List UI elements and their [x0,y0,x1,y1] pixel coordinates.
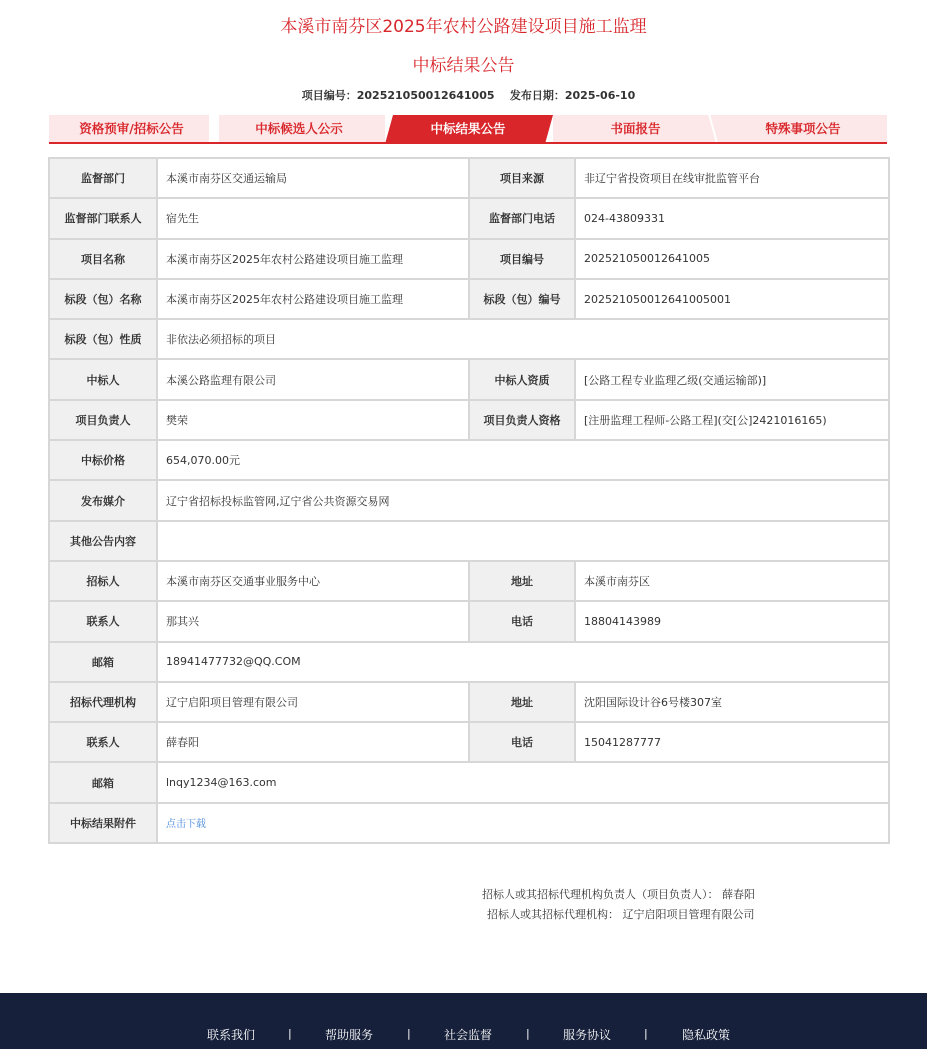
table-row [49,521,889,561]
section-nature-value: 非依法必须招标的项目 [157,319,889,359]
project-no-value: 202521050012641005 [356,89,495,102]
pm-label: 项目负责人 [49,400,157,440]
attachment-label: 中标结果附件 [49,803,157,843]
publish-date-value: 2025-06-10 [564,89,636,102]
tenderer-address-value: 本溪市南芬区 [575,561,889,601]
footer-separator: | [288,1027,292,1040]
supervisor-dept-value: 本溪市南芬区交通运输局 [157,158,469,198]
footer-link-contact-us[interactable]: 联系我们 [207,1028,256,1042]
agency-address-label: 地址 [469,682,575,722]
tenderer-address-label: 地址 [469,561,575,601]
footer-separator: | [644,1027,648,1040]
supervisor-phone-label: 监督部门电话 [469,198,575,238]
notice-tabs [49,115,887,144]
agency-address-value: 沈阳国际设计谷6号楼307室 [575,682,889,722]
agency-value: 辽宁启阳项目管理有限公司 [157,682,469,722]
project-name-label: 项目名称 [49,239,157,279]
table-row [49,279,889,319]
signature-responsible-person: 招标人或其招标代理机构负责人（项目负责人）： 薛春阳 [482,888,755,901]
attachment-cell [157,803,889,843]
award-info-table [48,157,890,844]
table-row [49,198,889,238]
tenderer-contact-value: 那其兴 [157,601,469,641]
winner-qual-label: 中标人资质 [469,359,575,399]
agency-phone-label: 电话 [469,722,575,762]
agency-email-value: lnqy1234@163.com [157,762,889,802]
tab-written-report[interactable]: 书面报告 [610,121,661,136]
supervisor-dept-label: 监督部门 [49,158,157,198]
table-row [49,239,889,279]
section-no-value: 202521050012641005001 [575,279,889,319]
table-row [49,319,889,359]
signature-agency: 招标人或其招标代理机构： 辽宁启阳项目管理有限公司 [487,908,755,921]
winner-value: 本溪公路监理有限公司 [157,359,469,399]
tenderer-email-label: 邮箱 [49,642,157,682]
footer-link-privacy[interactable]: 隐私政策 [682,1028,731,1042]
pm-value: 樊荣 [157,400,469,440]
table-row [49,400,889,440]
media-value: 辽宁省招标投标监管网,辽宁省公共资源交易网 [157,480,889,520]
table-row [49,480,889,520]
agency-email-label: 邮箱 [49,762,157,802]
table-row [49,642,889,682]
section-no-label: 标段（包）编号 [469,279,575,319]
project-no-cell-label: 项目编号 [469,239,575,279]
project-meta [0,87,927,103]
winner-label: 中标人 [49,359,157,399]
download-attachment-link[interactable]: 点击下载 [166,819,206,831]
table-row [49,601,889,641]
agency-contact-label: 联系人 [49,722,157,762]
table-row [49,722,889,762]
table-row [49,158,889,198]
winner-qual-value: [公路工程专业监理乙级(交通运输部)] [575,359,889,399]
site-footer [0,993,927,1049]
supervisor-phone-value: 024-43809331 [575,198,889,238]
tab-prequalification[interactable]: 资格预审/招标公告 [79,121,184,136]
tab-candidates[interactable]: 中标候选人公示 [255,121,343,136]
agency-contact-value: 薛春阳 [157,722,469,762]
tenderer-phone-value: 18804143989 [575,601,889,641]
section-name-label: 标段（包）名称 [49,279,157,319]
pm-qual-value: [注册监理工程师-公路工程](交[公]2421016165) [575,400,889,440]
table-row [49,359,889,399]
table-row [49,762,889,802]
section-name-value: 本溪市南芬区2025年农村公路建设项目施工监理 [157,279,469,319]
project-source-value: 非辽宁省投资项目在线审批监管平台 [575,158,889,198]
tenderer-value: 本溪市南芬区交通事业服务中心 [157,561,469,601]
table-row [49,803,889,843]
agency-phone-value: 15041287777 [575,722,889,762]
tenderer-phone-label: 电话 [469,601,575,641]
project-no-label: 项目编号： [301,89,357,102]
footer-link-service-agreement[interactable]: 服务协议 [563,1028,612,1042]
section-nature-label: 标段（包）性质 [49,319,157,359]
agency-label: 招标代理机构 [49,682,157,722]
supervisor-contact-label: 监督部门联系人 [49,198,157,238]
tenderer-label: 招标人 [49,561,157,601]
footer-separator: | [407,1027,411,1040]
table-row [49,682,889,722]
tenderer-email-value: 18941477732@QQ.COM [157,642,889,682]
tab-award-result[interactable]: 中标结果公告 [430,121,506,136]
media-label: 发布媒介 [49,480,157,520]
page-subtitle: 中标结果公告 [412,56,515,76]
project-no-cell-value: 202521050012641005 [575,239,889,279]
supervisor-contact-value: 宿先生 [157,198,469,238]
pm-qual-label: 项目负责人资格 [469,400,575,440]
project-name-value: 本溪市南芬区2025年农村公路建设项目施工监理 [157,239,469,279]
table-row [49,440,889,480]
footer-separator: | [526,1027,530,1040]
table-row [49,561,889,601]
other-content-label: 其他公告内容 [49,521,157,561]
tab-special-notice[interactable]: 特殊事项公告 [765,121,841,136]
tenderer-contact-label: 联系人 [49,601,157,641]
publish-date-label: 发布日期： [509,89,565,102]
price-value: 654,070.00元 [157,440,889,480]
footer-link-supervision[interactable]: 社会监督 [444,1028,493,1042]
other-content-value [157,521,889,561]
page-title: 本溪市南芬区2025年农村公路建设项目施工监理 [280,17,647,37]
price-label: 中标价格 [49,440,157,480]
project-source-label: 项目来源 [469,158,575,198]
footer-link-help[interactable]: 帮助服务 [325,1028,374,1042]
